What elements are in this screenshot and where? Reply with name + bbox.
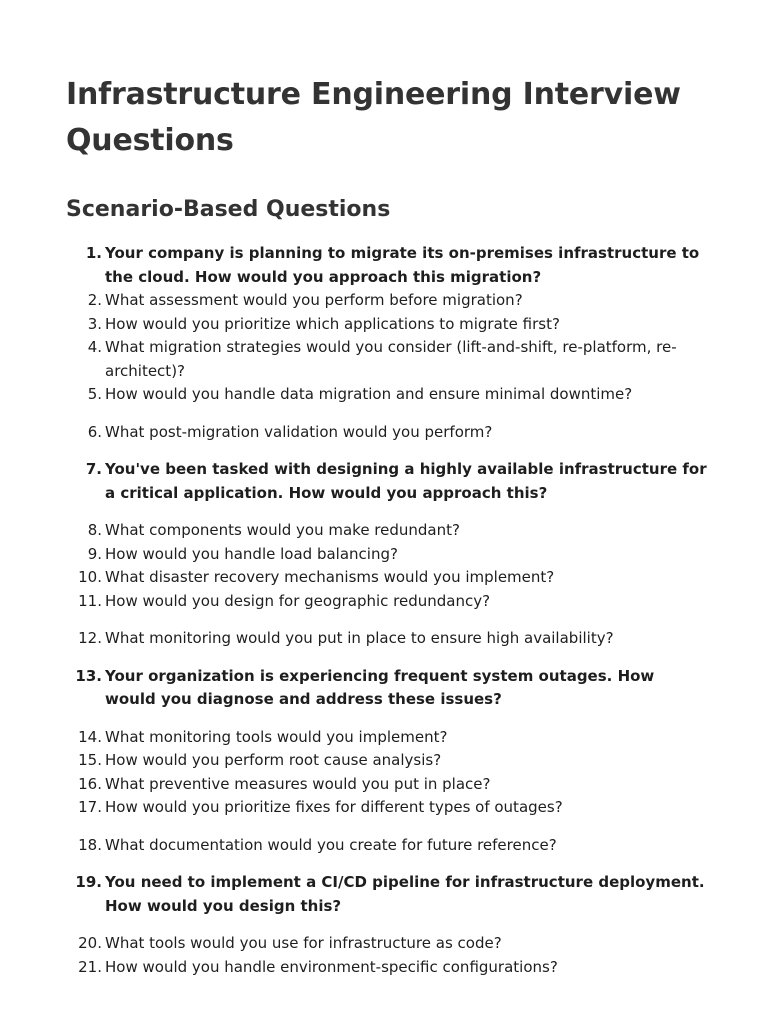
item-number: 11. xyxy=(78,591,102,610)
item-number: 13. xyxy=(75,666,102,685)
item-number: 12. xyxy=(78,629,102,647)
list-item xyxy=(66,726,708,750)
item-text: You need to implement a CI/CD pipeline for infrastructure deployment. How would you design this? xyxy=(105,873,705,915)
list-item xyxy=(66,336,708,383)
question-list xyxy=(66,242,708,979)
item-number: 20. xyxy=(78,934,102,952)
item-number: 4. xyxy=(87,338,102,356)
item-text: How would you design for geographic redundancy? xyxy=(105,591,491,610)
list-item xyxy=(66,458,708,505)
list-item xyxy=(66,932,708,956)
item-text: How would you perform root cause analysis? xyxy=(105,751,442,769)
item-text: What post-migration validation would you perform? xyxy=(105,422,493,441)
list-item xyxy=(66,796,708,820)
list-item xyxy=(66,313,708,337)
item-number: 9. xyxy=(87,544,102,563)
item-text: How would you handle load balancing? xyxy=(105,544,398,563)
list-item xyxy=(66,590,708,614)
item-number: 3. xyxy=(87,314,102,333)
item-text: Your company is planning to migrate its on-premises infrastructure to the cloud. How would you approach this migration? xyxy=(105,244,700,286)
item-number: 8. xyxy=(87,521,102,539)
item-text: What monitoring tools would you implement? xyxy=(105,727,448,746)
page-title: Infrastructure Engineering Interview Questions xyxy=(66,77,681,158)
list-item xyxy=(66,543,708,567)
item-number: 2. xyxy=(87,291,102,309)
item-text: How would you prioritize fixes for different types of outages? xyxy=(105,798,563,816)
list-item xyxy=(66,665,708,712)
item-text: How would you handle environment-specific configurations? xyxy=(105,957,558,976)
item-number: 18. xyxy=(78,835,102,854)
list-item xyxy=(66,242,708,289)
item-text: What components would you make redundant? xyxy=(105,521,460,539)
item-text: Your organization is experiencing frequent system outages. How would you diagnose and address these issues? xyxy=(105,666,655,708)
item-text: You've been tasked with designing a highly available infrastructure for a critical application. How would you approach this? xyxy=(105,460,707,502)
item-number: 16. xyxy=(78,774,102,793)
section-heading: Scenario-Based Questions xyxy=(66,197,391,222)
list-item xyxy=(66,289,708,313)
item-number: 1. xyxy=(85,244,102,262)
item-text: What disaster recovery mechanisms would you implement? xyxy=(105,568,555,586)
list-item xyxy=(66,566,708,590)
item-text: What tools would you use for infrastructure as code? xyxy=(105,934,502,952)
item-number: 10. xyxy=(78,568,102,586)
list-item xyxy=(66,627,708,651)
list-item xyxy=(66,773,708,797)
list-item xyxy=(66,749,708,773)
item-text: What monitoring would you put in place to ensure high availability? xyxy=(105,629,614,647)
item-number: 21. xyxy=(78,957,102,976)
item-text: What migration strategies would you consider (lift-and-shift, re-platform, re-architect)? xyxy=(105,338,677,380)
item-text: How would you prioritize which applications to migrate first? xyxy=(105,314,560,333)
list-item xyxy=(66,383,708,407)
list-item xyxy=(66,519,708,543)
item-number: 17. xyxy=(78,798,102,816)
item-text: What documentation would you create for future reference? xyxy=(105,835,557,854)
item-text: What assessment would you perform before migration? xyxy=(105,291,523,309)
list-item xyxy=(66,871,708,918)
list-item xyxy=(66,834,708,858)
item-number: 19. xyxy=(75,873,102,891)
list-item xyxy=(66,421,708,445)
item-text: What preventive measures would you put in place? xyxy=(105,774,491,793)
item-number: 15. xyxy=(78,751,102,769)
item-text: How would you handle data migration and ensure minimal downtime? xyxy=(105,385,633,403)
item-number: 7. xyxy=(85,460,102,478)
item-number: 5. xyxy=(87,385,102,403)
item-number: 6. xyxy=(87,422,102,441)
list-item xyxy=(66,956,708,980)
item-number: 14. xyxy=(78,727,102,746)
